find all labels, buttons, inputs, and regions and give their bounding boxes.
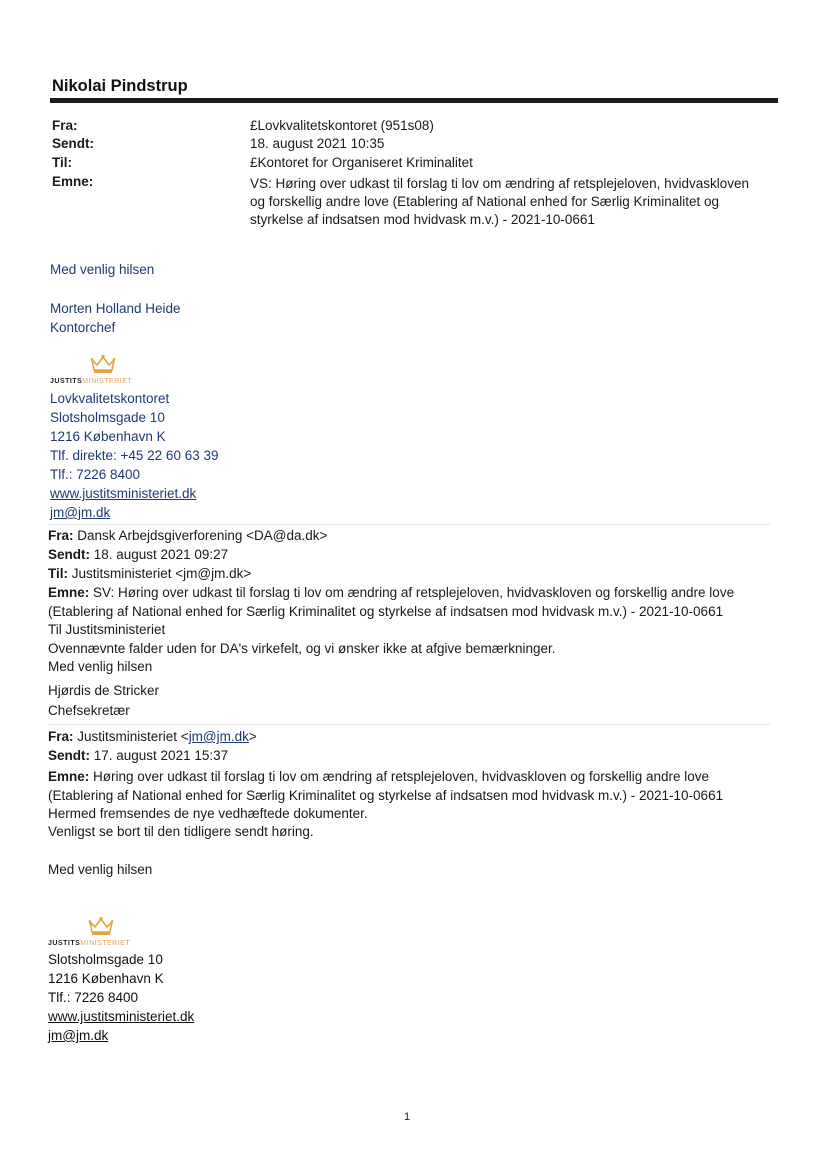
msg2-body-line: Venligst se bort til den tidligere sendt høring. xyxy=(48,824,314,839)
msg2-greeting: Med venlig hilsen xyxy=(48,862,153,877)
msg1-from: Fra: Dansk Arbejdsgiverforening <DA@da.dk> xyxy=(48,528,328,543)
msg2-body-line: Hermed fremsendes de nye vedhæftede dokumenter. xyxy=(48,806,368,821)
from-value: £Lovkvalitetskontoret (951s08) xyxy=(250,118,434,133)
msg1-sent: Sendt: 18. august 2021 09:27 xyxy=(48,547,229,562)
ministry-logo-text: JUSTITSMINISTERIET xyxy=(48,940,131,947)
subject-label: Emne: xyxy=(52,174,94,189)
page-number: 1 xyxy=(404,1111,411,1123)
signer-role: Kontorchef xyxy=(50,320,116,335)
street-address: Slotsholmsgade 10 xyxy=(50,410,165,425)
subject-line: VS: Høring over udkast til forslag ti lov om ændring af retsplejeloven, hvidvaskloven xyxy=(250,176,749,191)
msg2-email-link[interactable]: jm@jm.dk xyxy=(188,729,249,744)
subject-line: styrkelse af indsatsen mod hvidvask m.v.) - 2021-10-0661 xyxy=(250,212,595,227)
from-label: Fra: xyxy=(52,118,78,133)
msg2-from: Fra: Justitsministeriet <jm@jm.dk> xyxy=(48,729,257,744)
msg1-body-line: Ovennævnte falder uden for DA's virkefelt, og vi ønsker ikke at afgive bemærkninger. xyxy=(48,641,556,656)
phone: Tlf.: 7226 8400 xyxy=(50,467,141,482)
office-name: Lovkvalitetskontoret xyxy=(50,391,170,406)
greeting: Med venlig hilsen xyxy=(50,262,155,277)
subject-line: og forskellig andre love (Etablering af National enhed for Særlig Kriminalitet og xyxy=(250,194,719,209)
city-address: 1216 København K xyxy=(50,429,166,444)
ministry-logo-text: JUSTITSMINISTERIET xyxy=(50,378,133,385)
city-address: 1216 København K xyxy=(48,971,164,986)
crown-icon xyxy=(90,354,116,374)
msg1-subject-cont: (Etablering af National enhed for Særlig Kriminalitet og styrkelse af indsatsen mod hvidvask m.v.) - 2021-10-0661 xyxy=(48,604,724,619)
msg1-to: Til: Justitsministeriet <jm@jm.dk> xyxy=(48,566,252,581)
website-link[interactable]: www.justitsministeriet.dk xyxy=(48,1009,195,1024)
msg2-sent: Sendt: 17. august 2021 15:37 xyxy=(48,748,229,763)
direct-phone: Tlf. direkte: +45 22 60 63 39 xyxy=(50,448,219,463)
page-title: Nikolai Pindstrup xyxy=(52,77,188,95)
to-value: £Kontoret for Organiseret Kriminalitet xyxy=(250,155,473,170)
msg2-subject-cont: (Etablering af National enhed for Særlig Kriminalitet og styrkelse af indsatsen mod hvidvask m.v.) - 2021-10-0661 xyxy=(48,788,724,803)
email-link[interactable]: jm@jm.dk xyxy=(48,1028,109,1043)
sent-value: 18. august 2021 10:35 xyxy=(250,136,385,151)
website-link[interactable]: www.justitsministeriet.dk xyxy=(50,486,197,501)
divider xyxy=(48,724,770,725)
msg1-body-line: Hjørdis de Stricker xyxy=(48,683,160,698)
msg1-subject: Emne: SV: Høring over udkast til forslag ti lov om ændring af retsplejeloven, hvidvaskloven og forskellig andre love xyxy=(48,585,735,600)
msg1-body-line: Med venlig hilsen xyxy=(48,659,153,674)
sent-label: Sendt: xyxy=(52,136,94,151)
to-label: Til: xyxy=(52,155,72,170)
phone: Tlf.: 7226 8400 xyxy=(48,990,139,1005)
msg2-subject: Emne: Høring over udkast til forslag ti lov om ændring af retsplejeloven, hvidvaskloven og forskellig andre love xyxy=(48,769,710,784)
crown-icon xyxy=(88,916,114,936)
street-address: Slotsholmsgade 10 xyxy=(48,952,163,967)
signer-name: Morten Holland Heide xyxy=(50,301,181,316)
divider xyxy=(48,524,770,525)
msg1-body-line: Til Justitsministeriet xyxy=(48,622,166,637)
msg1-body-line: Chefsekretær xyxy=(48,703,130,718)
title-rule xyxy=(50,98,778,103)
email-link[interactable]: jm@jm.dk xyxy=(50,505,111,520)
